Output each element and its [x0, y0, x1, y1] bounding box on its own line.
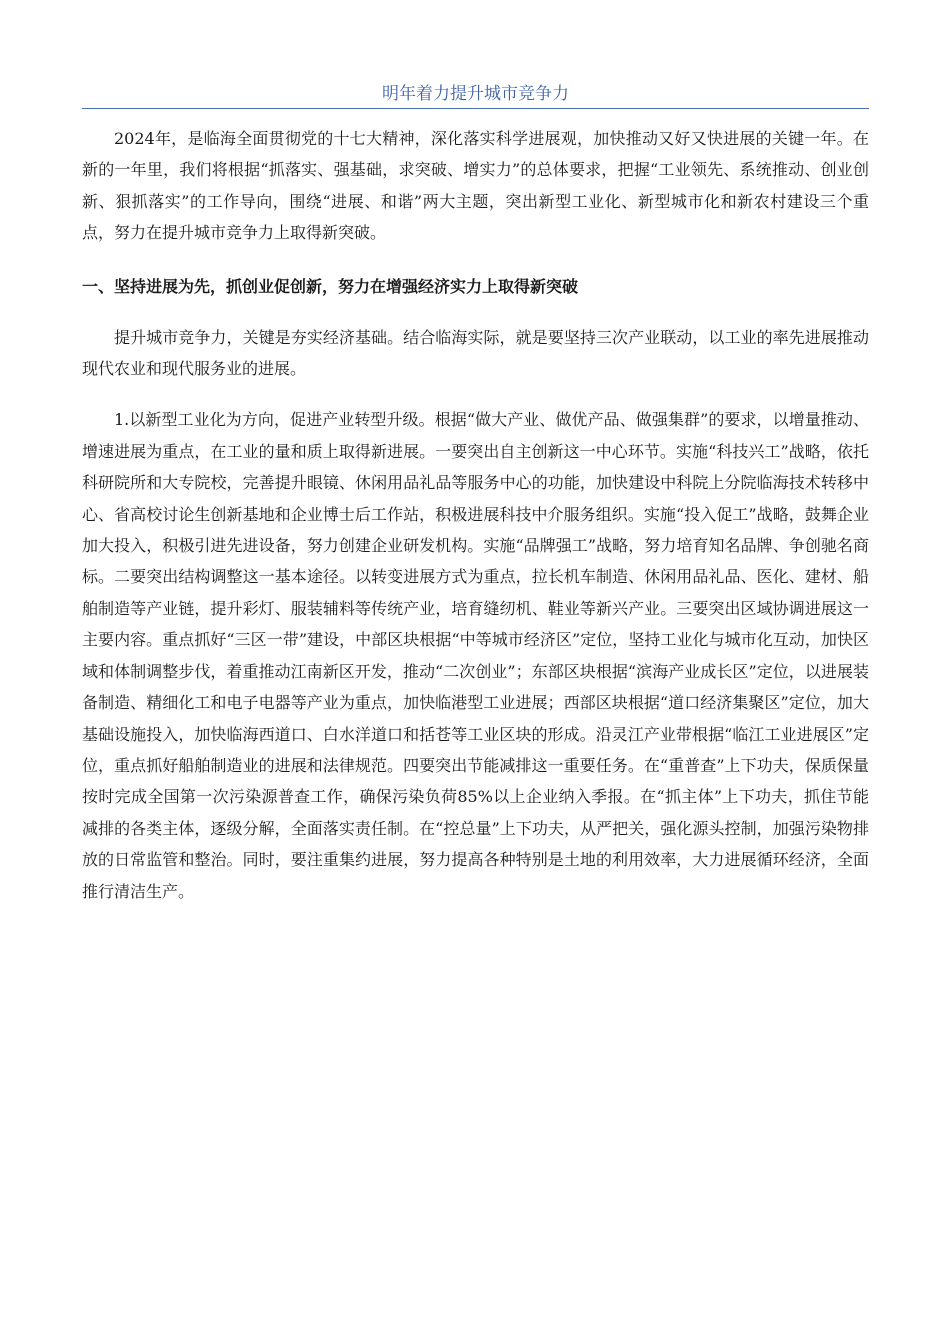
- title-divider: [82, 108, 869, 109]
- section-heading: 一、坚持进展为先，抓创业促创新，努力在增强经济实力上取得新突破: [82, 276, 579, 296]
- item-paragraph: 1.以新型工业化为方向，促进产业转型升级。根据“做大产业、做优产品、做强集群”的要求，以增量推动、增速进展为重点，在工业的量和质上取得新进展。一要突出自主创新这一中心环节。实施“科技兴工”战略，依托科研院所和大专院校，完善提升眼镜、休闲用品礼品等服务中心的功能，加快建设中科院上分院临海技术转移中心、省高校讨论生创新基地和企业博士后工作站，积极进展科技中介服务组织。实施“投入促工”战略，鼓舞企业加大投入，积极引进先进设备，努力创建企业研发机构。实施“品牌强工”战略，努力培育知名品牌、争创驰名商标。二要突出结构调整这一基本途径。以转变进展方式为重点，拉长机车制造、休闲用品礼品、医化、建材、船舶制造等产业链，提升彩灯、服装辅料等传统产业，培育缝纫机、鞋业等新兴产业。三要突出区域协调进展这一主要内容。重点抓好“三区一带”建设，中部区块根据“中等城市经济区”定位，坚持工业化与城市化互动，加快区域和体制调整步伐，着重推动江南新区开发，推动“二次创业”；东部区块根据“滨海产业成长区”定位，以进展装备制造、精细化工和电子电器等产业为重点，加快临港型工业进展；西部区块根据“道口经济集聚区”定位，加大基础设施投入，加快临海西道口、白水洋道口和括苍等工业区块的形成。沿灵江产业带根据“临江工业进展区”定位，重点抓好船舶制造业的进展和法律规范。四要突出节能减排这一重要任务。在“重普查”上下功夫，保质保量按时完成全国第一次污染源普查工作，确保污染负荷85%以上企业纳入季报。在“抓主体”上下功夫，抓住节能减排的各类主体，逐级分解，全面落实责任制。在“控总量”上下功夫，从严把关，强化源头控制，加强污染物排放的日常监管和整治。同时，要注重集约进展，努力提高各种特别是土地的利用效率，大力进展循环经济，全面推行清洁生产。: [82, 410, 869, 901]
- document-title: 明年着力提升城市竞争力: [382, 84, 569, 104]
- intro-paragraph: 2024年，是临海全面贯彻党的十七大精神，深化落实科学进展观，加快推动又好又快进展的关键一年。在新的一年里，我们将根据“抓落实、强基础，求突破、增实力”的总体要求，把握“工业领先、系统推动、创业创新、狠抓落实”的工作导向，围绕“进展、和谐”两大主题，突出新型工业化、新型城市化和新农村建设三个重点，努力在提升城市竞争力上取得新突破。: [82, 129, 869, 243]
- section-paragraph: 提升城市竞争力，关键是夯实经济基础。结合临海实际，就是要坚持三次产业联动，以工业的率先进展推动现代农业和现代服务业的进展。: [82, 327, 869, 379]
- document-page: [82, 80, 869, 907]
